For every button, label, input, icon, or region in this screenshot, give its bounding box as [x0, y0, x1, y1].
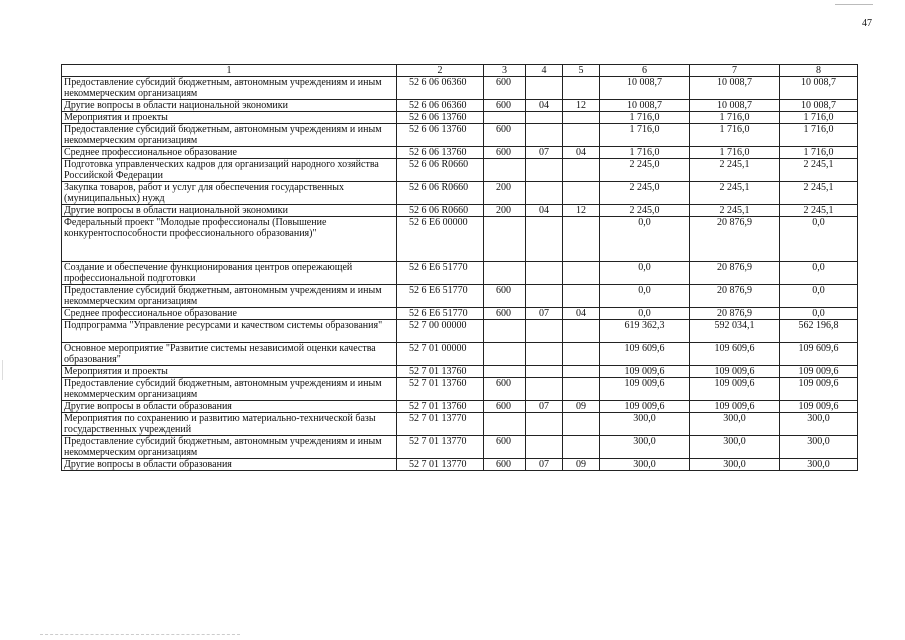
row-amount-year2-cell: 1 716,0 — [690, 147, 780, 159]
row-subsection-cell — [563, 413, 600, 436]
row-amount-year1-cell: 1 716,0 — [600, 124, 690, 147]
row-amount-year3-cell: 562 196,8 — [780, 320, 858, 343]
row-name-cell: Предоставление субсидий бюджетным, автономным учреждениям и иным некоммерческим организациям — [62, 77, 397, 100]
row-amount-year2-cell: 1 716,0 — [690, 112, 780, 124]
header-cell: 1 — [62, 65, 397, 77]
row-amount-year1-cell: 109 009,6 — [600, 401, 690, 413]
row-amount-year3-cell: 10 008,7 — [780, 100, 858, 112]
row-amount-year1-cell: 109 009,6 — [600, 378, 690, 401]
row-amount-year1-cell: 300,0 — [600, 459, 690, 471]
row-subsection-cell — [563, 182, 600, 205]
row-subsection-cell — [563, 112, 600, 124]
row-name-cell: Мероприятия по сохранению и развитию материально-технической базы государственных учреждений — [62, 413, 397, 436]
row-amount-year2-cell: 592 034,1 — [690, 320, 780, 343]
row-subsection-cell: 09 — [563, 459, 600, 471]
row-amount-year2-cell: 20 876,9 — [690, 308, 780, 320]
row-amount-year2-cell: 2 245,1 — [690, 182, 780, 205]
table-row — [62, 285, 858, 308]
row-subsection-cell — [563, 77, 600, 100]
table-row — [62, 147, 858, 159]
budget-table — [61, 64, 858, 471]
row-code-cell: 52 6 06 R0660 — [397, 182, 484, 205]
row-name-cell: Мероприятия и проекты — [62, 366, 397, 378]
row-code-cell: 52 6 E6 51770 — [397, 308, 484, 320]
row-subsection-cell — [563, 436, 600, 459]
header-cell: 2 — [397, 65, 484, 77]
row-name-cell: Другие вопросы в области образования — [62, 459, 397, 471]
row-expense-type-cell: 600 — [484, 308, 526, 320]
row-amount-year1-cell: 0,0 — [600, 285, 690, 308]
row-amount-year3-cell: 2 245,1 — [780, 205, 858, 217]
table-row — [62, 124, 858, 147]
row-code-cell: 52 6 06 06360 — [397, 100, 484, 112]
row-code-cell: 52 7 01 13770 — [397, 459, 484, 471]
row-subsection-cell: 04 — [563, 147, 600, 159]
row-section-cell: 04 — [526, 205, 563, 217]
row-expense-type-cell — [484, 366, 526, 378]
row-code-cell: 52 6 06 R0660 — [397, 159, 484, 182]
row-amount-year3-cell: 1 716,0 — [780, 112, 858, 124]
row-section-cell: 04 — [526, 100, 563, 112]
row-amount-year2-cell: 20 876,9 — [690, 217, 780, 262]
table-row — [62, 205, 858, 217]
table-header-row — [62, 65, 858, 77]
row-subsection-cell: 04 — [563, 308, 600, 320]
page-number: 47 — [862, 18, 872, 29]
row-amount-year1-cell: 109 009,6 — [600, 366, 690, 378]
row-amount-year2-cell: 109 009,6 — [690, 401, 780, 413]
row-amount-year2-cell: 109 009,6 — [690, 378, 780, 401]
row-amount-year3-cell: 0,0 — [780, 285, 858, 308]
row-code-cell: 52 7 01 13760 — [397, 378, 484, 401]
row-amount-year3-cell: 300,0 — [780, 413, 858, 436]
row-code-cell: 52 7 00 00000 — [397, 320, 484, 343]
row-subsection-cell — [563, 343, 600, 366]
row-name-cell: Предоставление субсидий бюджетным, автономным учреждениям и иным некоммерческим организациям — [62, 124, 397, 147]
header-cell: 3 — [484, 65, 526, 77]
row-code-cell: 52 7 01 13770 — [397, 436, 484, 459]
bottom-rule — [40, 634, 240, 635]
row-code-cell: 52 6 06 13760 — [397, 112, 484, 124]
row-section-cell — [526, 436, 563, 459]
row-section-cell — [526, 366, 563, 378]
row-amount-year2-cell: 1 716,0 — [690, 124, 780, 147]
row-section-cell — [526, 159, 563, 182]
row-expense-type-cell: 200 — [484, 182, 526, 205]
row-name-cell: Среднее профессиональное образование — [62, 147, 397, 159]
row-section-cell — [526, 217, 563, 262]
row-section-cell — [526, 112, 563, 124]
row-amount-year2-cell: 2 245,1 — [690, 205, 780, 217]
row-section-cell: 07 — [526, 401, 563, 413]
row-amount-year3-cell: 109 009,6 — [780, 378, 858, 401]
row-code-cell: 52 7 01 13770 — [397, 413, 484, 436]
top-rule — [835, 4, 873, 5]
row-expense-type-cell: 600 — [484, 77, 526, 100]
row-name-cell: Подпрограмма "Управление ресурсами и качеством системы образования" — [62, 320, 397, 343]
row-amount-year1-cell: 2 245,0 — [600, 182, 690, 205]
row-expense-type-cell — [484, 112, 526, 124]
row-amount-year3-cell: 2 245,1 — [780, 159, 858, 182]
row-amount-year2-cell: 300,0 — [690, 459, 780, 471]
row-subsection-cell — [563, 124, 600, 147]
row-amount-year1-cell: 2 245,0 — [600, 205, 690, 217]
row-name-cell: Другие вопросы в области национальной экономики — [62, 205, 397, 217]
row-name-cell: Другие вопросы в области образования — [62, 401, 397, 413]
row-expense-type-cell — [484, 320, 526, 343]
row-amount-year1-cell: 300,0 — [600, 413, 690, 436]
table-row — [62, 182, 858, 205]
row-amount-year2-cell: 300,0 — [690, 413, 780, 436]
row-subsection-cell: 12 — [563, 205, 600, 217]
row-name-cell: Федеральный проект "Молодые профессионалы (Повышение конкурентоспособности профессионального образования)" — [62, 217, 397, 262]
row-amount-year3-cell: 0,0 — [780, 217, 858, 262]
row-subsection-cell — [563, 320, 600, 343]
row-code-cell: 52 6 E6 51770 — [397, 285, 484, 308]
row-subsection-cell: 12 — [563, 100, 600, 112]
row-code-cell: 52 6 E6 51770 — [397, 262, 484, 285]
row-subsection-cell — [563, 285, 600, 308]
row-subsection-cell — [563, 159, 600, 182]
header-cell: 4 — [526, 65, 563, 77]
row-amount-year3-cell: 10 008,7 — [780, 77, 858, 100]
row-subsection-cell — [563, 366, 600, 378]
row-section-cell — [526, 124, 563, 147]
row-expense-type-cell: 600 — [484, 124, 526, 147]
row-code-cell: 52 6 06 R0660 — [397, 205, 484, 217]
row-code-cell: 52 6 E6 00000 — [397, 217, 484, 262]
row-expense-type-cell: 600 — [484, 436, 526, 459]
row-amount-year3-cell: 0,0 — [780, 262, 858, 285]
row-section-cell — [526, 413, 563, 436]
table-row — [62, 262, 858, 285]
row-section-cell — [526, 378, 563, 401]
row-amount-year1-cell: 619 362,3 — [600, 320, 690, 343]
row-amount-year2-cell: 109 609,6 — [690, 343, 780, 366]
row-section-cell: 07 — [526, 308, 563, 320]
row-name-cell: Предоставление субсидий бюджетным, автономным учреждениям и иным некоммерческим организациям — [62, 436, 397, 459]
row-section-cell — [526, 77, 563, 100]
row-expense-type-cell — [484, 343, 526, 366]
row-amount-year2-cell: 2 245,1 — [690, 159, 780, 182]
row-code-cell: 52 6 06 13760 — [397, 124, 484, 147]
row-amount-year1-cell: 0,0 — [600, 308, 690, 320]
row-amount-year3-cell: 2 245,1 — [780, 182, 858, 205]
row-expense-type-cell — [484, 217, 526, 262]
table-row — [62, 112, 858, 124]
row-amount-year1-cell: 1 716,0 — [600, 112, 690, 124]
row-amount-year3-cell: 0,0 — [780, 308, 858, 320]
row-name-cell: Мероприятия и проекты — [62, 112, 397, 124]
header-cell: 7 — [690, 65, 780, 77]
row-amount-year2-cell: 10 008,7 — [690, 77, 780, 100]
row-amount-year2-cell: 109 009,6 — [690, 366, 780, 378]
table-row — [62, 100, 858, 112]
row-amount-year3-cell: 300,0 — [780, 436, 858, 459]
row-expense-type-cell: 600 — [484, 459, 526, 471]
row-code-cell: 52 6 06 06360 — [397, 77, 484, 100]
table-row — [62, 308, 858, 320]
row-expense-type-cell — [484, 413, 526, 436]
row-name-cell: Закупка товаров, работ и услуг для обеспечения государственных (муниципальных) нужд — [62, 182, 397, 205]
row-expense-type-cell — [484, 262, 526, 285]
row-amount-year2-cell: 300,0 — [690, 436, 780, 459]
row-amount-year3-cell: 1 716,0 — [780, 147, 858, 159]
header-cell: 8 — [780, 65, 858, 77]
row-section-cell — [526, 182, 563, 205]
row-name-cell: Предоставление субсидий бюджетным, автономным учреждениям и иным некоммерческим организациям — [62, 378, 397, 401]
row-section-cell — [526, 320, 563, 343]
row-amount-year1-cell: 109 609,6 — [600, 343, 690, 366]
row-expense-type-cell: 600 — [484, 100, 526, 112]
row-amount-year2-cell: 10 008,7 — [690, 100, 780, 112]
table-row — [62, 459, 858, 471]
row-amount-year1-cell: 10 008,7 — [600, 77, 690, 100]
row-name-cell: Другие вопросы в области национальной экономики — [62, 100, 397, 112]
row-amount-year1-cell: 0,0 — [600, 217, 690, 262]
row-section-cell — [526, 262, 563, 285]
row-expense-type-cell — [484, 159, 526, 182]
row-code-cell: 52 7 01 13760 — [397, 366, 484, 378]
row-amount-year1-cell: 2 245,0 — [600, 159, 690, 182]
table-row — [62, 413, 858, 436]
table-row — [62, 366, 858, 378]
row-name-cell: Предоставление субсидий бюджетным, автономным учреждениям и иным некоммерческим организациям — [62, 285, 397, 308]
row-code-cell: 52 7 01 00000 — [397, 343, 484, 366]
row-name-cell: Создание и обеспечение функционирования центров опережающей профессиональной подготовки — [62, 262, 397, 285]
table-row — [62, 77, 858, 100]
table-row — [62, 159, 858, 182]
row-subsection-cell — [563, 262, 600, 285]
row-amount-year1-cell: 300,0 — [600, 436, 690, 459]
row-section-cell — [526, 285, 563, 308]
margin-mark — [2, 360, 3, 380]
header-cell: 6 — [600, 65, 690, 77]
row-section-cell — [526, 343, 563, 366]
row-amount-year3-cell: 1 716,0 — [780, 124, 858, 147]
row-name-cell: Среднее профессиональное образование — [62, 308, 397, 320]
row-section-cell: 07 — [526, 459, 563, 471]
table-row — [62, 343, 858, 366]
row-amount-year2-cell: 20 876,9 — [690, 262, 780, 285]
row-name-cell: Основное мероприятие "Развитие системы независимой оценки качества образования" — [62, 343, 397, 366]
row-amount-year2-cell: 20 876,9 — [690, 285, 780, 308]
row-expense-type-cell: 600 — [484, 285, 526, 308]
row-code-cell: 52 6 06 13760 — [397, 147, 484, 159]
row-amount-year3-cell: 109 009,6 — [780, 401, 858, 413]
row-code-cell: 52 7 01 13760 — [397, 401, 484, 413]
row-expense-type-cell: 600 — [484, 147, 526, 159]
table-row — [62, 320, 858, 343]
row-expense-type-cell: 600 — [484, 401, 526, 413]
row-amount-year3-cell: 109 609,6 — [780, 343, 858, 366]
row-name-cell: Подготовка управленческих кадров для организаций народного хозяйства Российской Федерации — [62, 159, 397, 182]
row-expense-type-cell: 600 — [484, 378, 526, 401]
row-amount-year1-cell: 1 716,0 — [600, 147, 690, 159]
table-row — [62, 401, 858, 413]
row-amount-year1-cell: 0,0 — [600, 262, 690, 285]
table-row — [62, 436, 858, 459]
table-row — [62, 217, 858, 262]
row-subsection-cell — [563, 378, 600, 401]
row-subsection-cell: 09 — [563, 401, 600, 413]
row-subsection-cell — [563, 217, 600, 262]
row-expense-type-cell: 200 — [484, 205, 526, 217]
table-row — [62, 378, 858, 401]
row-amount-year3-cell: 300,0 — [780, 459, 858, 471]
header-cell: 5 — [563, 65, 600, 77]
row-amount-year3-cell: 109 009,6 — [780, 366, 858, 378]
row-amount-year1-cell: 10 008,7 — [600, 100, 690, 112]
row-section-cell: 07 — [526, 147, 563, 159]
